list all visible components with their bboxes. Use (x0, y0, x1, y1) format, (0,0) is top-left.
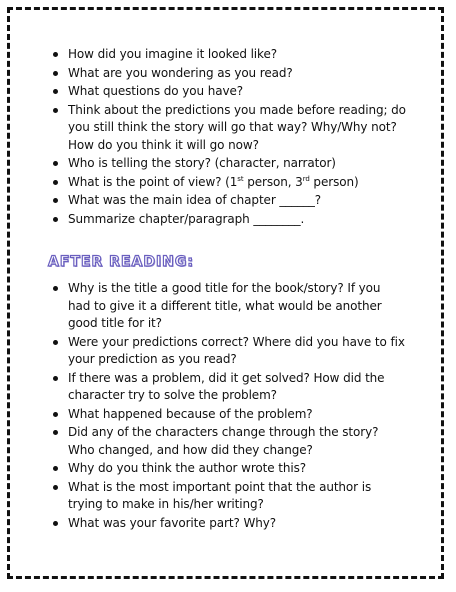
list-item: What are you wondering as you read? (46, 65, 406, 83)
bullet-icon (53, 198, 58, 203)
bullet-icon (53, 161, 58, 166)
bullet-icon (53, 286, 58, 291)
bullet-icon (53, 466, 58, 471)
bullet-icon (53, 376, 58, 381)
list-item: How did you imagine it looked like? (46, 46, 406, 64)
after-reading-question-list (46, 280, 406, 532)
list-item: Who is telling the story? (character, narrator) (46, 155, 406, 173)
list-item: What was your favorite part? Why? (46, 515, 406, 533)
bullet-icon (53, 340, 58, 345)
bullet-icon (53, 89, 58, 94)
list-item: Think about the predictions you made before reading; do you still think the story will go that way? Why/Why not? How do you think it will go now? (46, 102, 406, 155)
bullet-icon (53, 71, 58, 76)
list-item: Summarize chapter/paragraph ________. (46, 211, 406, 229)
list-item: What happened because of the problem? (46, 406, 406, 424)
list-item: Why is the title a good title for the book/story? If you had to give it a different title, what would be another good title for it? (46, 280, 406, 333)
list-item: What was the main idea of chapter ______? (46, 192, 406, 210)
list-item: What questions do you have? (46, 83, 406, 101)
bullet-icon (53, 430, 58, 435)
bullet-icon (53, 217, 58, 222)
list-item: What is the point of view? (1st person, 3rd person) (46, 174, 406, 192)
bullet-icon (53, 108, 58, 113)
list-item: What is the most important point that the author is trying to make in his/her writing? (46, 479, 406, 514)
list-item: Did any of the characters change through the story? Who changed, and how did they change? (46, 424, 406, 459)
worksheet-content (46, 46, 406, 533)
list-item: Why do you think the author wrote this? (46, 460, 406, 478)
list-item: Were your predictions correct? Where did you have to fix your prediction as you read? (46, 334, 406, 369)
bullet-icon (53, 521, 58, 526)
bullet-icon (53, 52, 58, 57)
list-item: If there was a problem, did it get solved? How did the character try to solve the problem? (46, 370, 406, 405)
during-reading-question-list (46, 46, 406, 228)
bullet-icon (53, 412, 58, 417)
after-reading-heading: AFTER READING: (48, 254, 194, 270)
bullet-icon (53, 180, 58, 185)
bullet-icon (53, 485, 58, 490)
